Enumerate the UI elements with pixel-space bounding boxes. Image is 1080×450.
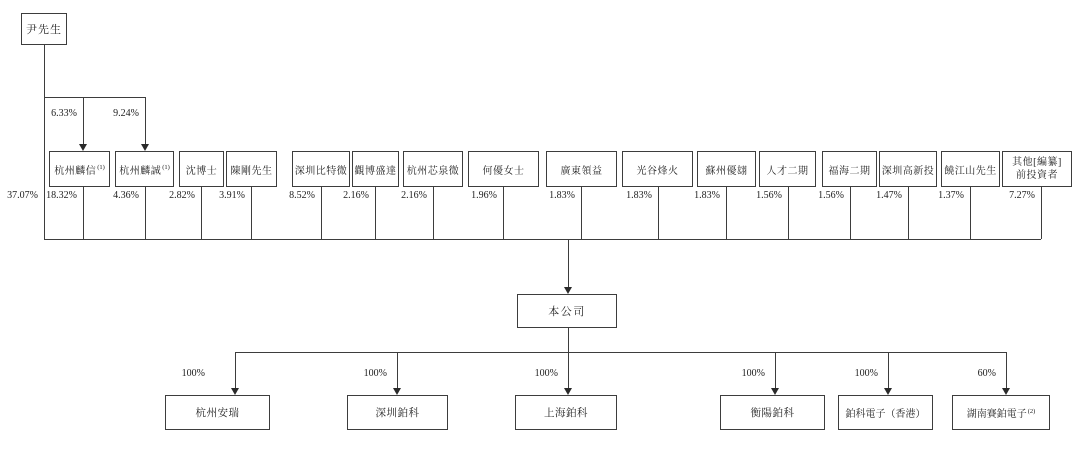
shareholder-box: [115, 151, 174, 187]
arrowhead-icon: [564, 388, 572, 395]
shareholder-pct-label: 7.27%: [1009, 190, 1035, 201]
shareholder-name: 廣東領益: [560, 165, 603, 177]
connector-line: [658, 187, 659, 239]
subsidiary-box: [165, 395, 270, 430]
shareholder-box: [226, 151, 277, 187]
shareholder-name: 何優女士: [482, 165, 525, 177]
shareholder-box: [622, 151, 693, 187]
founder-link-pct-label: 6.33%: [51, 108, 77, 119]
shareholder-name: 沈博士: [185, 165, 218, 177]
shareholder-box: [697, 151, 756, 187]
subsidiary-box: [347, 395, 448, 430]
subsidiary-box: [720, 395, 825, 430]
shareholder-bus-line: [44, 239, 1041, 240]
shareholder-pct-label: 1.56%: [818, 190, 844, 201]
subsidiary-name: 鉑科電子（香港）: [845, 409, 926, 420]
shareholder-pct-label: 2.16%: [401, 190, 427, 201]
subsidiary-pct-label: 60%: [977, 368, 996, 379]
subsidiary-pct-label: 100%: [854, 368, 878, 379]
shareholder-box: [1002, 151, 1072, 187]
founder-branch-line: [44, 97, 146, 98]
connector-line: [581, 187, 582, 239]
shareholder-name: 杭州芯泉微: [406, 165, 460, 177]
subsidiary-name: 杭州安瑞: [195, 408, 240, 419]
arrowhead-icon: [231, 388, 239, 395]
arrowhead-icon: [79, 144, 87, 151]
shareholder-box: [879, 151, 937, 187]
shareholder-note: (1): [162, 164, 170, 172]
arrowhead-icon: [1002, 388, 1010, 395]
shareholder-box: [546, 151, 617, 187]
shareholder-pct-label: 3.91%: [219, 190, 245, 201]
shareholder-name: 饒江山先生: [944, 165, 997, 177]
subsidiary-name: 深圳鉑科: [375, 408, 420, 419]
subsidiary-drop-line: [888, 352, 889, 388]
company-name: 本公司: [548, 306, 586, 318]
shareholder-name: 蘇州優翃: [705, 165, 748, 177]
arrowhead-icon: [564, 287, 572, 294]
founder-box: [21, 13, 67, 45]
subsidiary-drop-line: [775, 352, 776, 388]
shareholder-name: 陳剛先生: [230, 165, 273, 177]
shareholder-pct-label: 1.83%: [694, 190, 720, 201]
connector-line: [1041, 187, 1042, 239]
shareholder-pct-label: 18.32%: [46, 190, 77, 201]
subsidiary-box: [838, 395, 933, 430]
shareholder-name: 杭州麟誠: [119, 165, 162, 177]
connector-line: [503, 187, 504, 239]
shareholder-pct-label: 1.83%: [626, 190, 652, 201]
shareholder-name: 杭州麟信: [54, 165, 97, 177]
connector-line: [970, 187, 971, 239]
shareholder-name: 深圳高新投: [881, 165, 935, 177]
subsidiary-drop-line: [568, 352, 569, 388]
subsidiary-pct-label: 100%: [363, 368, 387, 379]
shareholder-box: [822, 151, 877, 187]
founder-to-linxin-line: [83, 97, 84, 144]
subsidiary-name: 衡陽鉑科: [750, 408, 795, 419]
shareholder-pct-label: 8.52%: [289, 190, 315, 201]
arrowhead-icon: [393, 388, 401, 395]
shareholder-box: [179, 151, 224, 187]
shareholder-pct-label: 1.96%: [471, 190, 497, 201]
connector-line: [433, 187, 434, 239]
subsidiary-bus-line: [235, 352, 1006, 353]
founder-link-pct-label: 9.24%: [113, 108, 139, 119]
shareholder-box: [292, 151, 350, 187]
subsidiary-name: 湖南賽鉑電子: [966, 409, 1027, 420]
shareholder-pct-label: 1.37%: [938, 190, 964, 201]
shareholder-name: 其他[編纂]前投資者: [1012, 157, 1062, 181]
bus-to-company-line: [568, 239, 569, 288]
subsidiary-drop-line: [235, 352, 236, 388]
shareholder-box: [352, 151, 399, 187]
shareholder-box: [941, 151, 1000, 187]
shareholder-pct-label: 1.47%: [876, 190, 902, 201]
subsidiary-drop-line: [397, 352, 398, 388]
shareholder-name: 人才二期: [766, 165, 809, 177]
founder-to-lincheng-line: [145, 97, 146, 144]
subsidiary-name: 上海鉑科: [544, 408, 588, 419]
shareholder-note: (1): [97, 164, 105, 172]
shareholder-pct-label: 1.56%: [756, 190, 782, 201]
shareholder-pct-label: 1.83%: [549, 190, 575, 201]
shareholder-name: 深圳比特微: [294, 165, 348, 177]
subsidiary-drop-line: [1006, 352, 1007, 388]
shareholder-box: [403, 151, 463, 187]
arrowhead-icon: [884, 388, 892, 395]
shareholder-pct-label: 2.82%: [169, 190, 195, 201]
subsidiary-box: [952, 395, 1050, 430]
shareholder-box: [468, 151, 539, 187]
founder-name: 尹先生: [26, 24, 62, 36]
connector-line: [251, 187, 252, 239]
founder-direct-line: [44, 45, 45, 239]
subsidiary-pct-label: 100%: [181, 368, 205, 379]
shareholder-name: 觀博盛達: [354, 165, 397, 177]
subsidiary-pct-label: 100%: [534, 368, 558, 379]
shareholder-pct-label: 4.36%: [113, 190, 139, 201]
shareholder-name: 光谷烽火: [636, 165, 679, 177]
shareholder-name: 福海二期: [828, 165, 871, 177]
subsidiary-note: (2): [1027, 407, 1036, 415]
subsidiary-box: [515, 395, 617, 430]
shareholder-box: [759, 151, 816, 187]
founder-direct-pct-label: 37.07%: [7, 190, 38, 201]
company-out-line: [568, 328, 569, 352]
arrowhead-icon: [771, 388, 779, 395]
arrowhead-icon: [141, 144, 149, 151]
shareholder-pct-label: 2.16%: [343, 190, 369, 201]
subsidiary-pct-label: 100%: [741, 368, 765, 379]
company-box: [517, 294, 617, 328]
shareholder-box: [49, 151, 110, 187]
